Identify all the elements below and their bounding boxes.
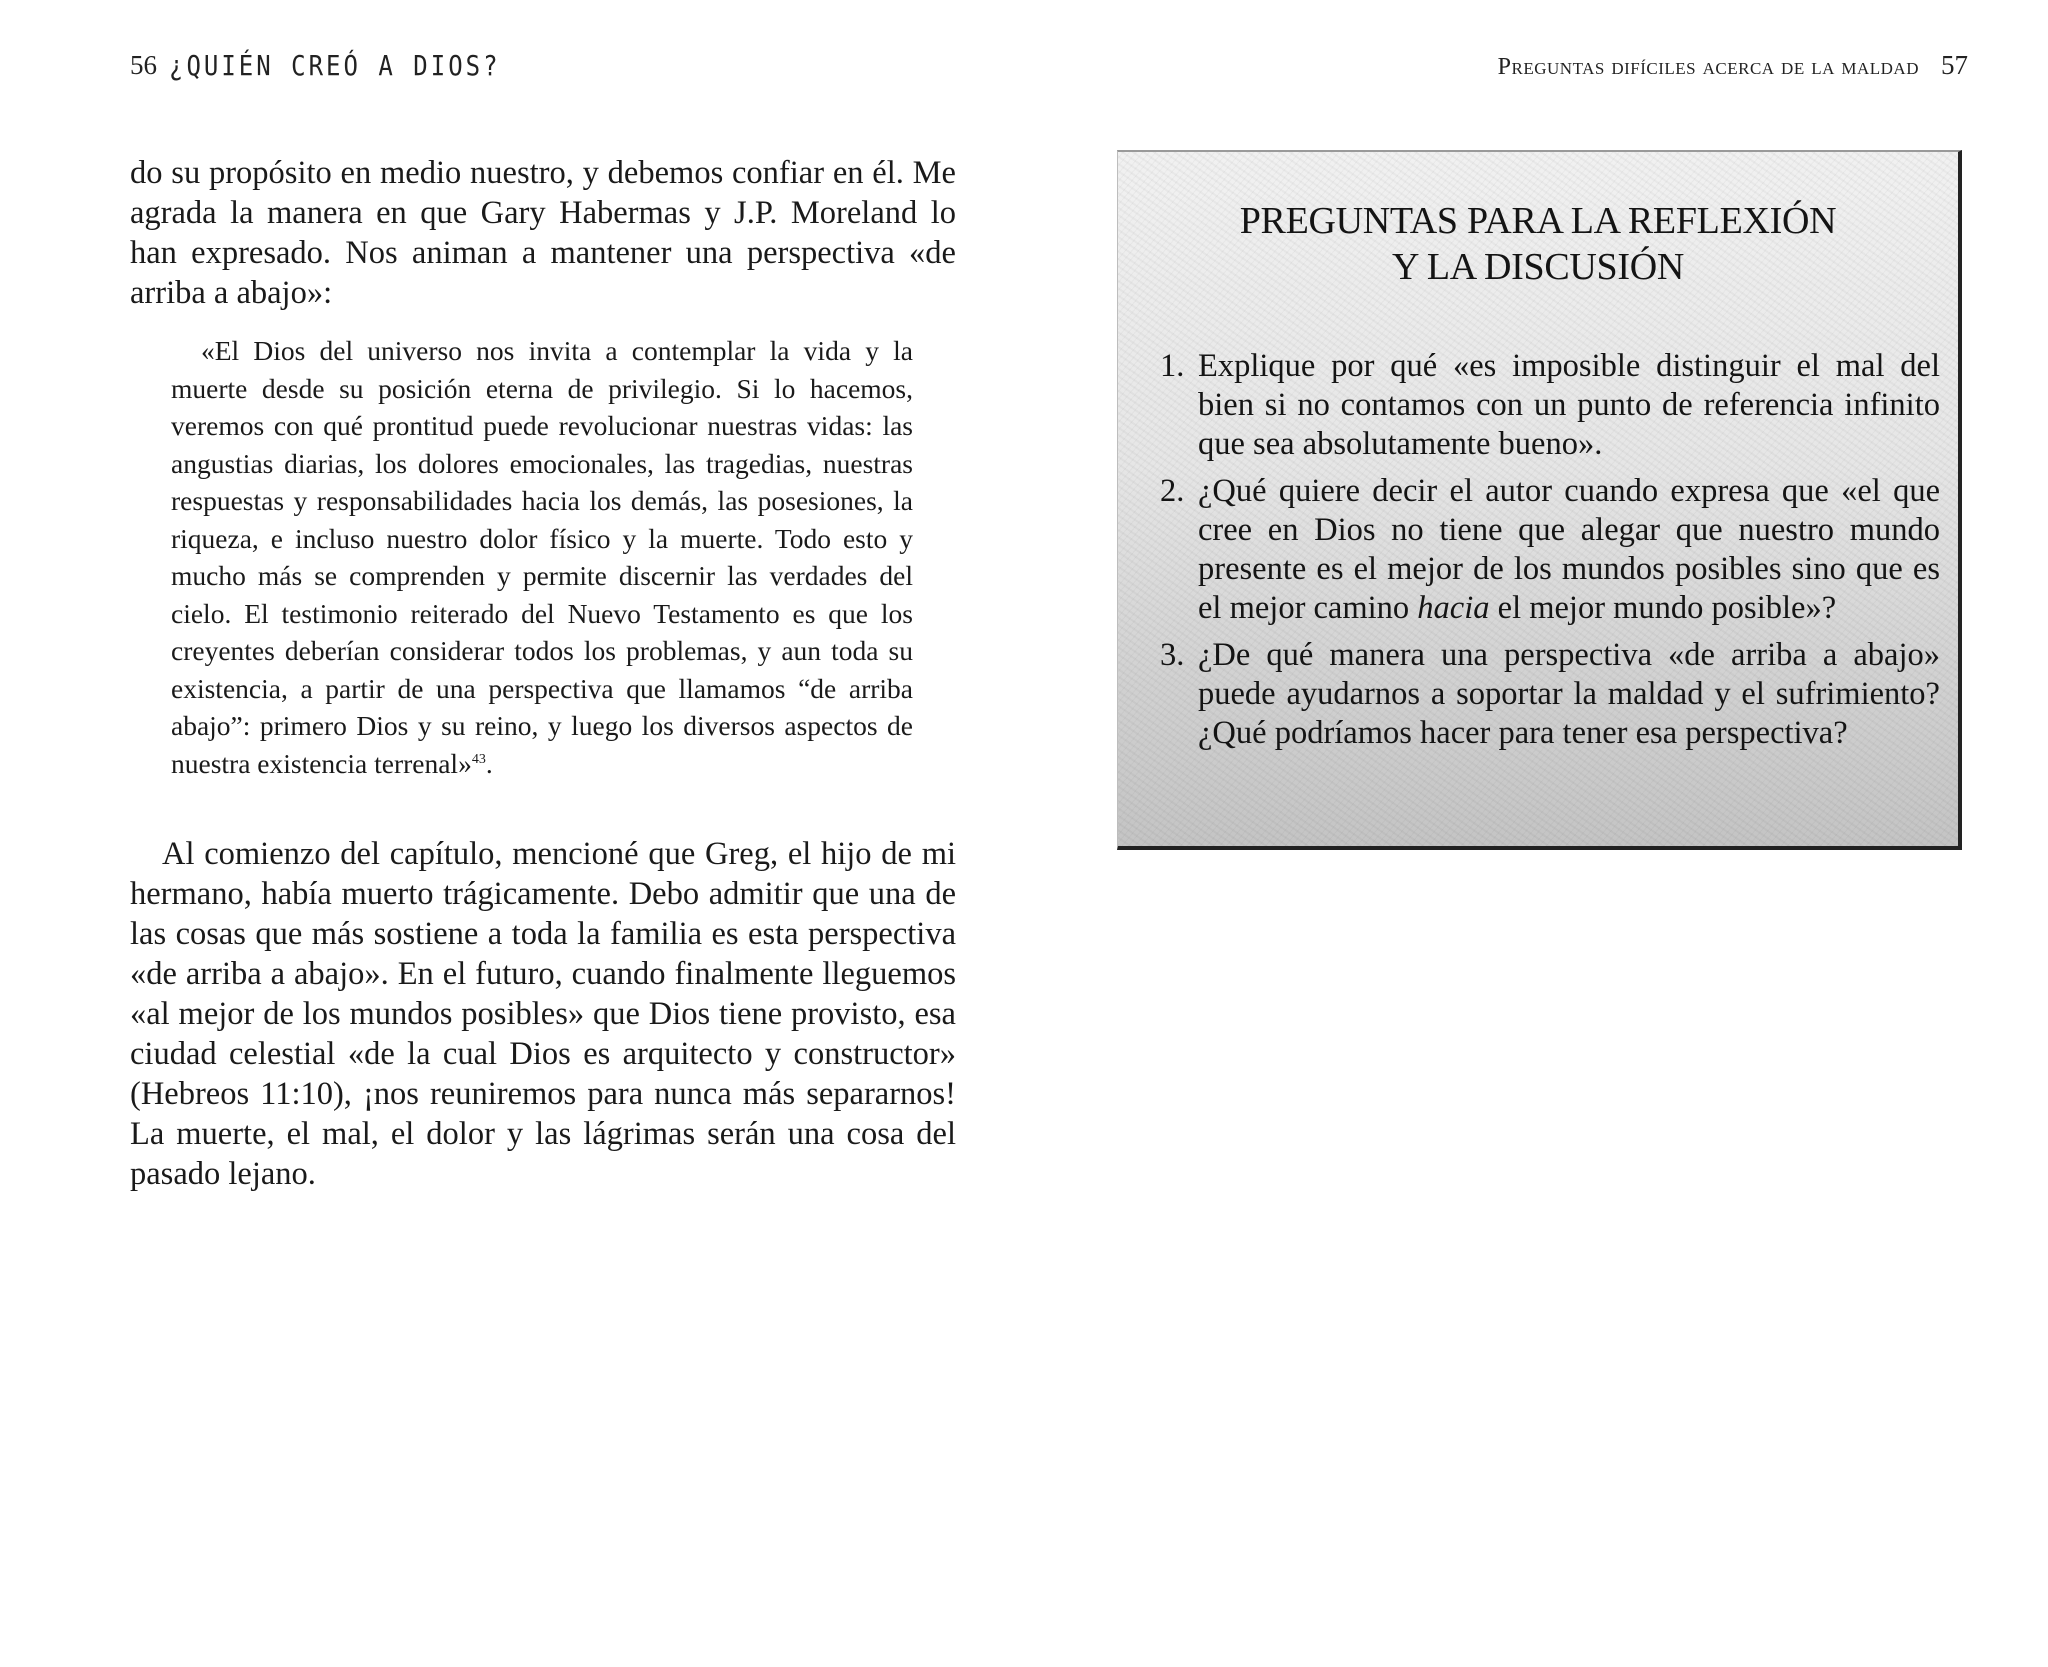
question-text: Explique por qué «es imposible distinguir el mal del bien si no contamos con un punto de referencia infinito que sea absolutamente bueno». [1198,348,1940,462]
book-title: ¿QUIÉN CREÓ A DIOS? [169,49,501,83]
question-emphasis: hacia [1417,590,1490,626]
question-list [1160,347,1940,761]
question-text: ¿De qué manera una perspectiva «de arriba a abajo» puede ayudarnos a soportar la maldad y el sufrimiento? ¿Qué podríamos hacer para tener esa perspectiva? [1198,637,1940,751]
question-item-1 [1160,347,1940,464]
right-page-number: 57 [1941,50,1968,80]
chapter-title: Preguntas difíciles acerca de la maldad [1497,54,1919,80]
footnote-marker: 43 [471,751,486,767]
body-paragraph-1: do su propósito en medio nuestro, y debemos confiar en él. Me agrada la manera en que Gary Habermas y J.P. Moreland lo han expresado. Nos animan a mantener una perspectiva «de arriba a abajo»: [130,155,956,311]
box-title-line-2: Y LA DISCUSIÓN [1391,246,1685,288]
question-number: 1. [1160,348,1185,384]
body-paragraph-1-block [130,153,956,313]
question-text-end: el mejor mundo posible»? [1489,590,1837,626]
question-number: 2. [1160,473,1185,509]
block-quote [171,332,913,782]
box-title [1118,198,1958,290]
body-paragraph-2-block [130,834,956,1194]
reflection-questions-box [1117,150,1962,850]
question-item-2 [1160,472,1940,628]
right-running-head [1498,50,1968,81]
question-item-3 [1160,636,1940,753]
block-quote-text: «El Dios del universo nos invita a contemplar la vida y la muerte desde su posición eterna de privilegio. Si lo hacemos, veremos con qué prontitud puede revolucionar nuestras vidas: las angustias diarias, los dolores emocionales, las tragedias, nuestras respuestas y responsabilidades hacia los demás, las posesiones, la riqueza, e incluso nuestro dolor físico y la muerte. Todo esto y mucho más se comprenden y permite discernir las verdades del cielo. El testimonio reiterado del Nuevo Testamento es que los creyentes deberían considerar todos los problemas, y aun toda su existencia, a partir de una perspectiva que llamamos “de arriba abajo”: primero Dios y su reino, y luego los diversos aspectos de nuestra existencia terrenal» [171,335,913,779]
question-number: 3. [1160,637,1185,673]
left-running-head [130,50,501,81]
left-page-number: 56 [130,50,157,80]
block-quote-end: . [485,747,493,779]
box-title-line-1: PREGUNTAS PARA LA REFLEXIÓN [1239,200,1837,242]
body-paragraph-2: Al comienzo del capítulo, mencioné que Greg, el hijo de mi hermano, había muerto trágicamente. Debo admitir que una de las cosas que más sostiene a toda la familia es esta perspectiva «de arriba a abajo». En el futuro, cuando finalmente lleguemos «al mejor de los mundos posibles» que Dios tiene provisto, esa ciudad celestial «de la cual Dios es arquitecto y constructor» (Hebreos 11:10), ¡nos reuniremos para nunca más separarnos! La muerte, el mal, el dolor y las lágrimas serán una cosa del pasado lejano. [130,836,956,1192]
question-text-start: ¿Qué quiere decir el autor cuando expresa que «el que cree en Dios no tiene que alegar que nuestro mundo presente es el mejor de los mundos posibles sino que es el mejor camino [1198,473,1940,626]
